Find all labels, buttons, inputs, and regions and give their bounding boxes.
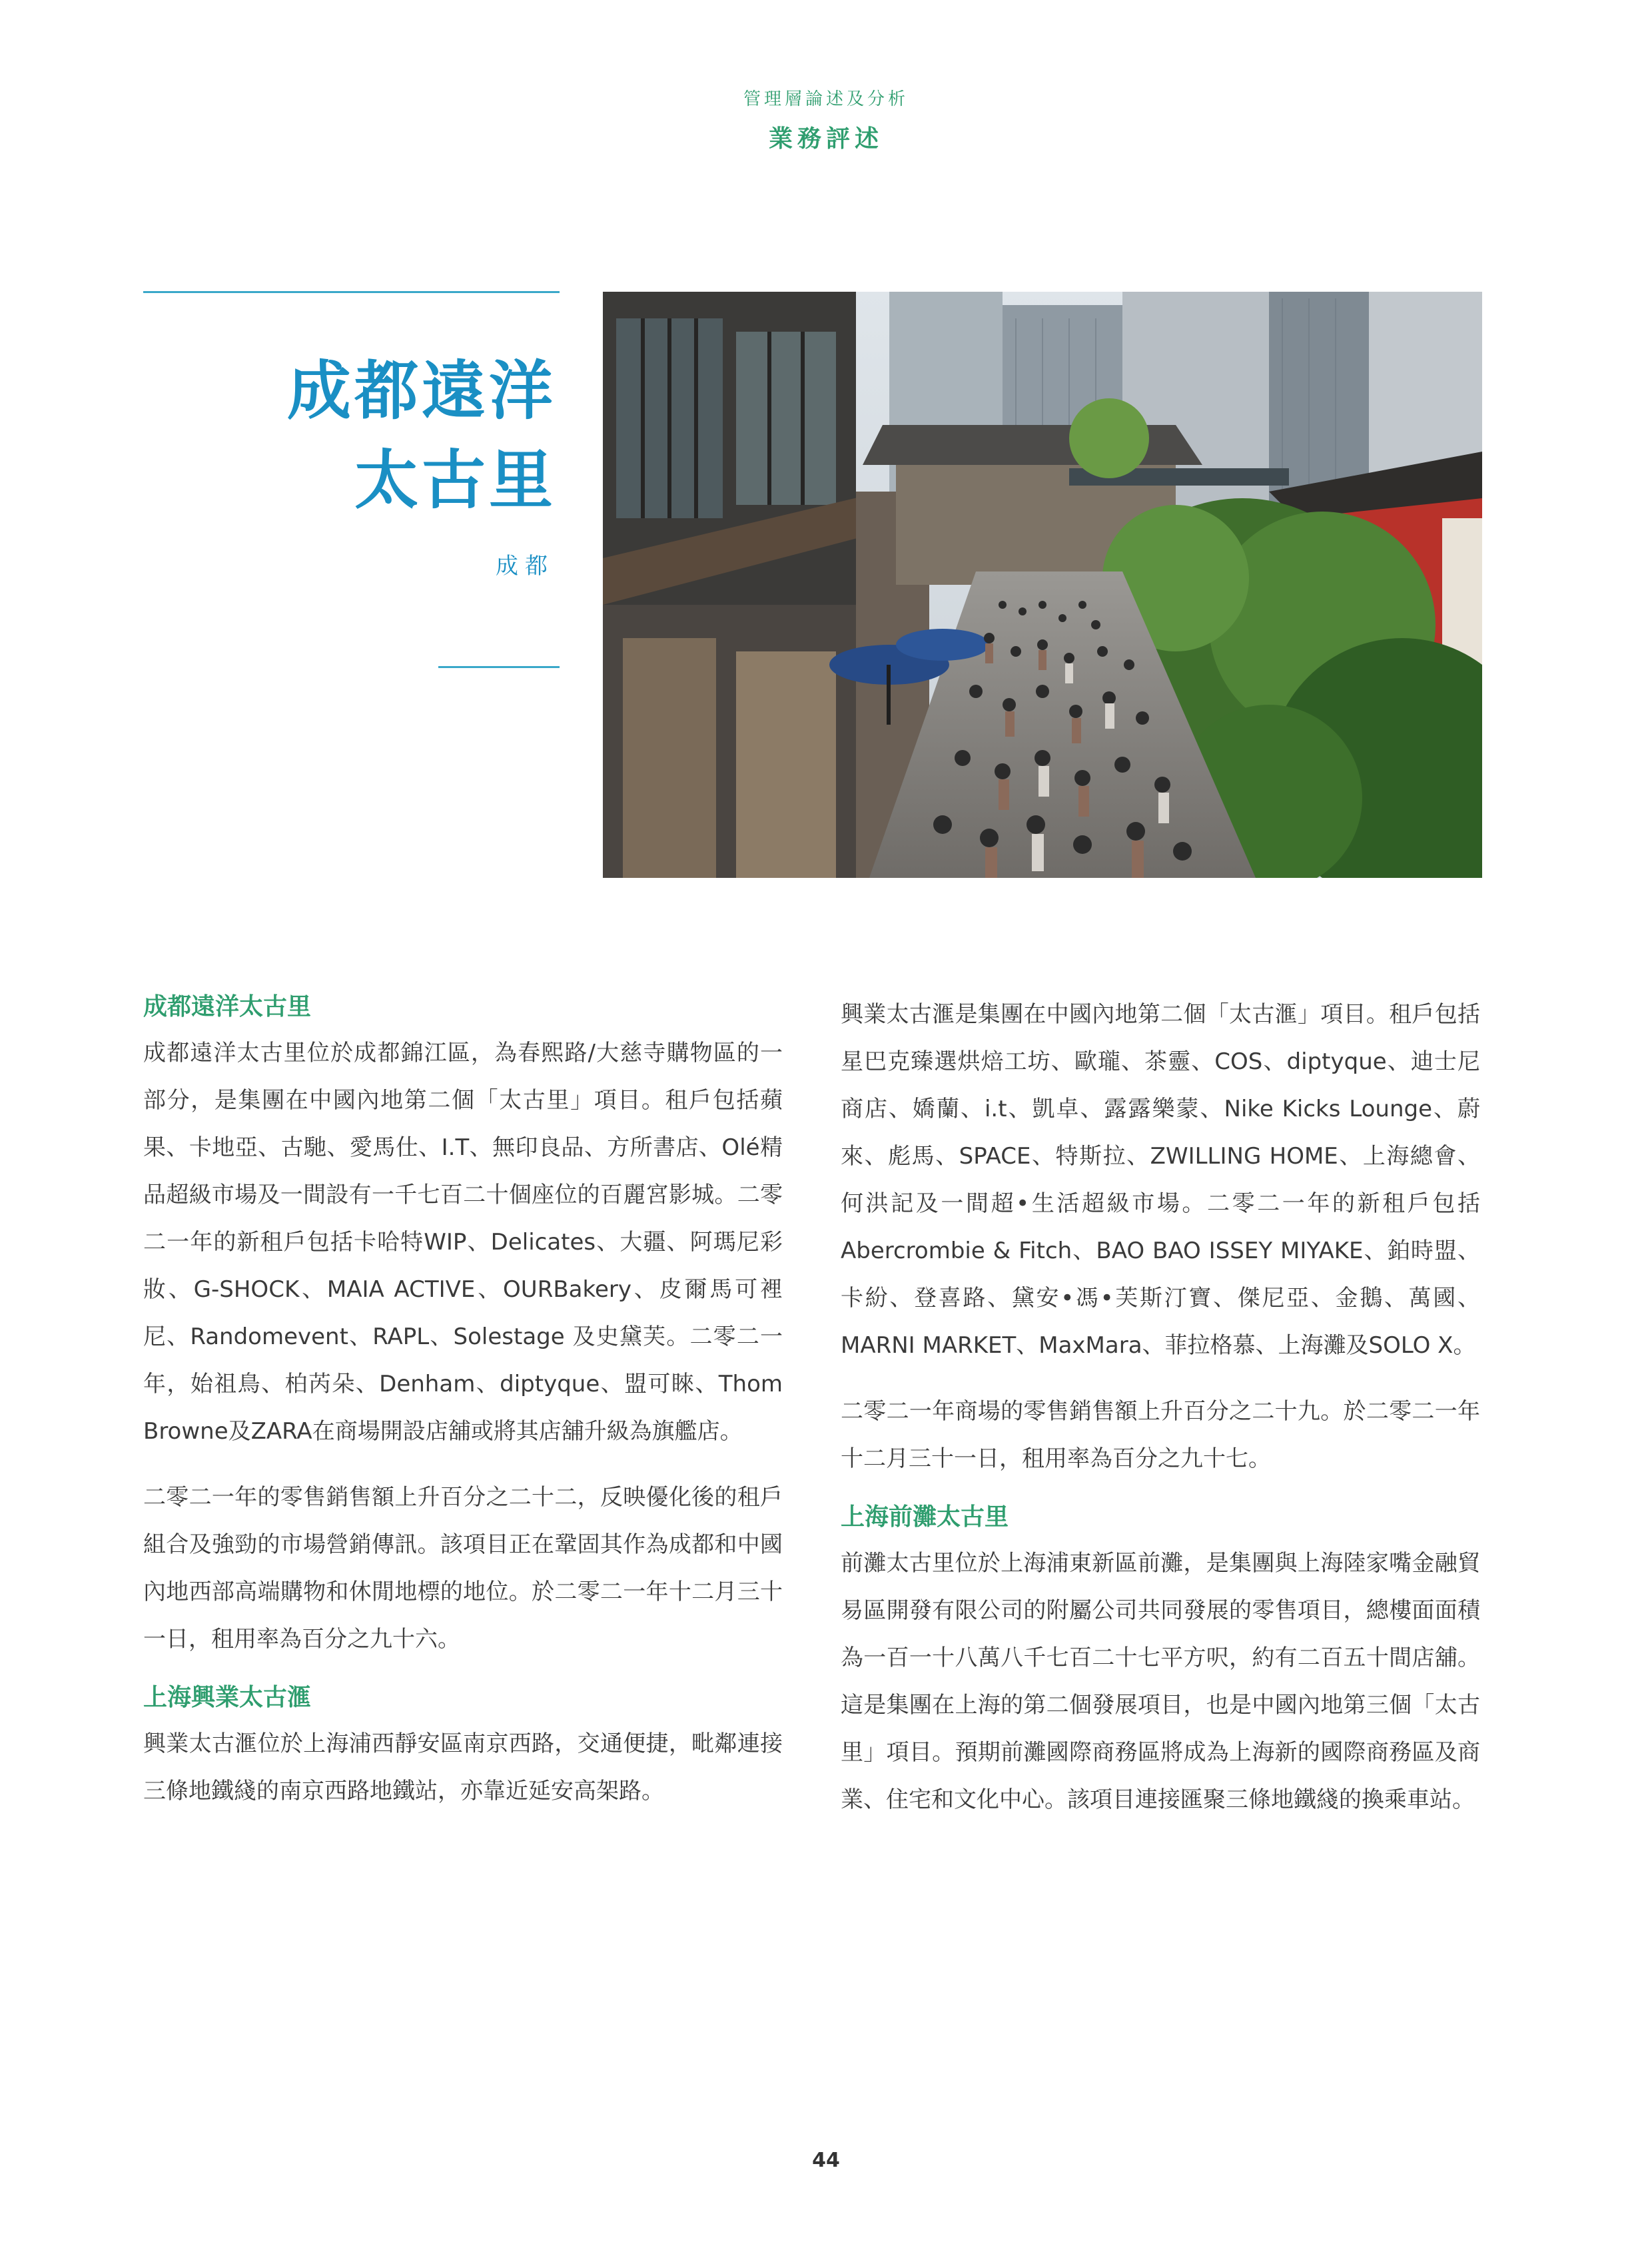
section-title-qiantan: 上海前灘太古里	[841, 1503, 1009, 1531]
hero-title-line2: 太古里	[354, 443, 556, 518]
paragraph: 二零二一年商場的零售銷售額上升百分之二十九。於二零二一年十二月三十一日，租用率為百分之九十七。	[841, 1398, 1480, 1472]
hero-title	[287, 346, 556, 525]
paragraph: 成都遠洋太古里位於成都錦江區，為春熙路/大慈寺購物區的一部分，是集團在中國內地第二個「太古里」項目。租戶包括蘋果、卡地亞、古馳、愛馬仕、I.T、無印良品、方所書店、Olé精品超級市場及一間設有一千七百二十個座位的百麗宮影城。二零二一年的新租戶包括卡哈特WIP、Delicates、大疆、阿瑪尼彩妝、G-SHOCK、MAIA ACTIVE、OURBakery、皮爾馬可裡尼、Randomevent、RAPL、Solestage 及史黛芙。二零二一年，始祖鳥、柏芮朵、Denham、diptyque、盟可睞、Thom Browne及ZARA在商場開設店舖或將其店舖升級為旗艦店。	[143, 1040, 783, 1445]
hero-photo	[603, 292, 1482, 878]
paragraph: 興業太古滙是集團在中國內地第二個「太古滙」項目。租戶包括星巴克臻選烘焙工坊、歐瓏、茶靈、COS、diptyque、迪士尼商店、嬌蘭、i.t、凱卓、露露樂蒙、Nike Kicks Lounge、蔚來、彪馬、SPACE、特斯拉、ZWILLING HOME、上海總會、何洪記及一間超•生活超級市場。二零二一年的新租戶包括Abercrombie & Fitch、BAO BAO ISSEY MIYAKE、鉑時盟、卡紛、登喜路、黛安•馮•芙斯汀寶、傑尼亞、金鵝、萬國、MARNI MARKET、MaxMara、菲拉格慕、上海灘及SOLO X。	[841, 1001, 1480, 1359]
street-scene-illustration	[603, 292, 1482, 878]
section-title-hkri: 上海興業太古滙	[143, 1684, 312, 1711]
paragraph: 興業太古滙位於上海浦西靜安區南京西路，交通便捷，毗鄰連接三條地鐵綫的南京西路地鐵站，亦靠近延安高架路。	[143, 1730, 783, 1804]
hero-city: 成都	[496, 553, 554, 579]
paragraph: 二零二一年的零售銷售額上升百分之二十二，反映優化後的租戶組合及強勁的市場營銷傳訊。該項目正在鞏固其作為成都和中國內地西部高端購物和休閒地標的地位。於二零二一年十二月三十一日，租用率為百分之九十六。	[143, 1484, 783, 1653]
header-subtitle: 管理層論述及分析	[743, 89, 909, 109]
bottom-divider	[438, 666, 560, 668]
hero-title-line1: 成都遠洋	[287, 354, 556, 428]
right-column	[841, 991, 1480, 1842]
page-number: 44	[812, 2149, 840, 2172]
section-title-chengdu: 成都遠洋太古里	[143, 993, 312, 1020]
paragraph: 前灘太古里位於上海浦東新區前灘，是集團與上海陸家嘴金融貿易區開發有限公司的附屬公司共同發展的零售項目，總樓面面積為一百一十八萬八千七百二十七平方呎，約有二百五十間店舖。這是集團在上海的第二個發展項目，也是中國內地第三個「太古里」項目。預期前灘國際商務區將成為上海新的國際商務區及商業、住宅和文化中心。該項目連接匯聚三條地鐵綫的換乘車站。	[841, 1550, 1480, 1813]
header-title: 業務評述	[768, 125, 883, 153]
top-divider	[143, 291, 560, 293]
left-column	[143, 991, 783, 1834]
